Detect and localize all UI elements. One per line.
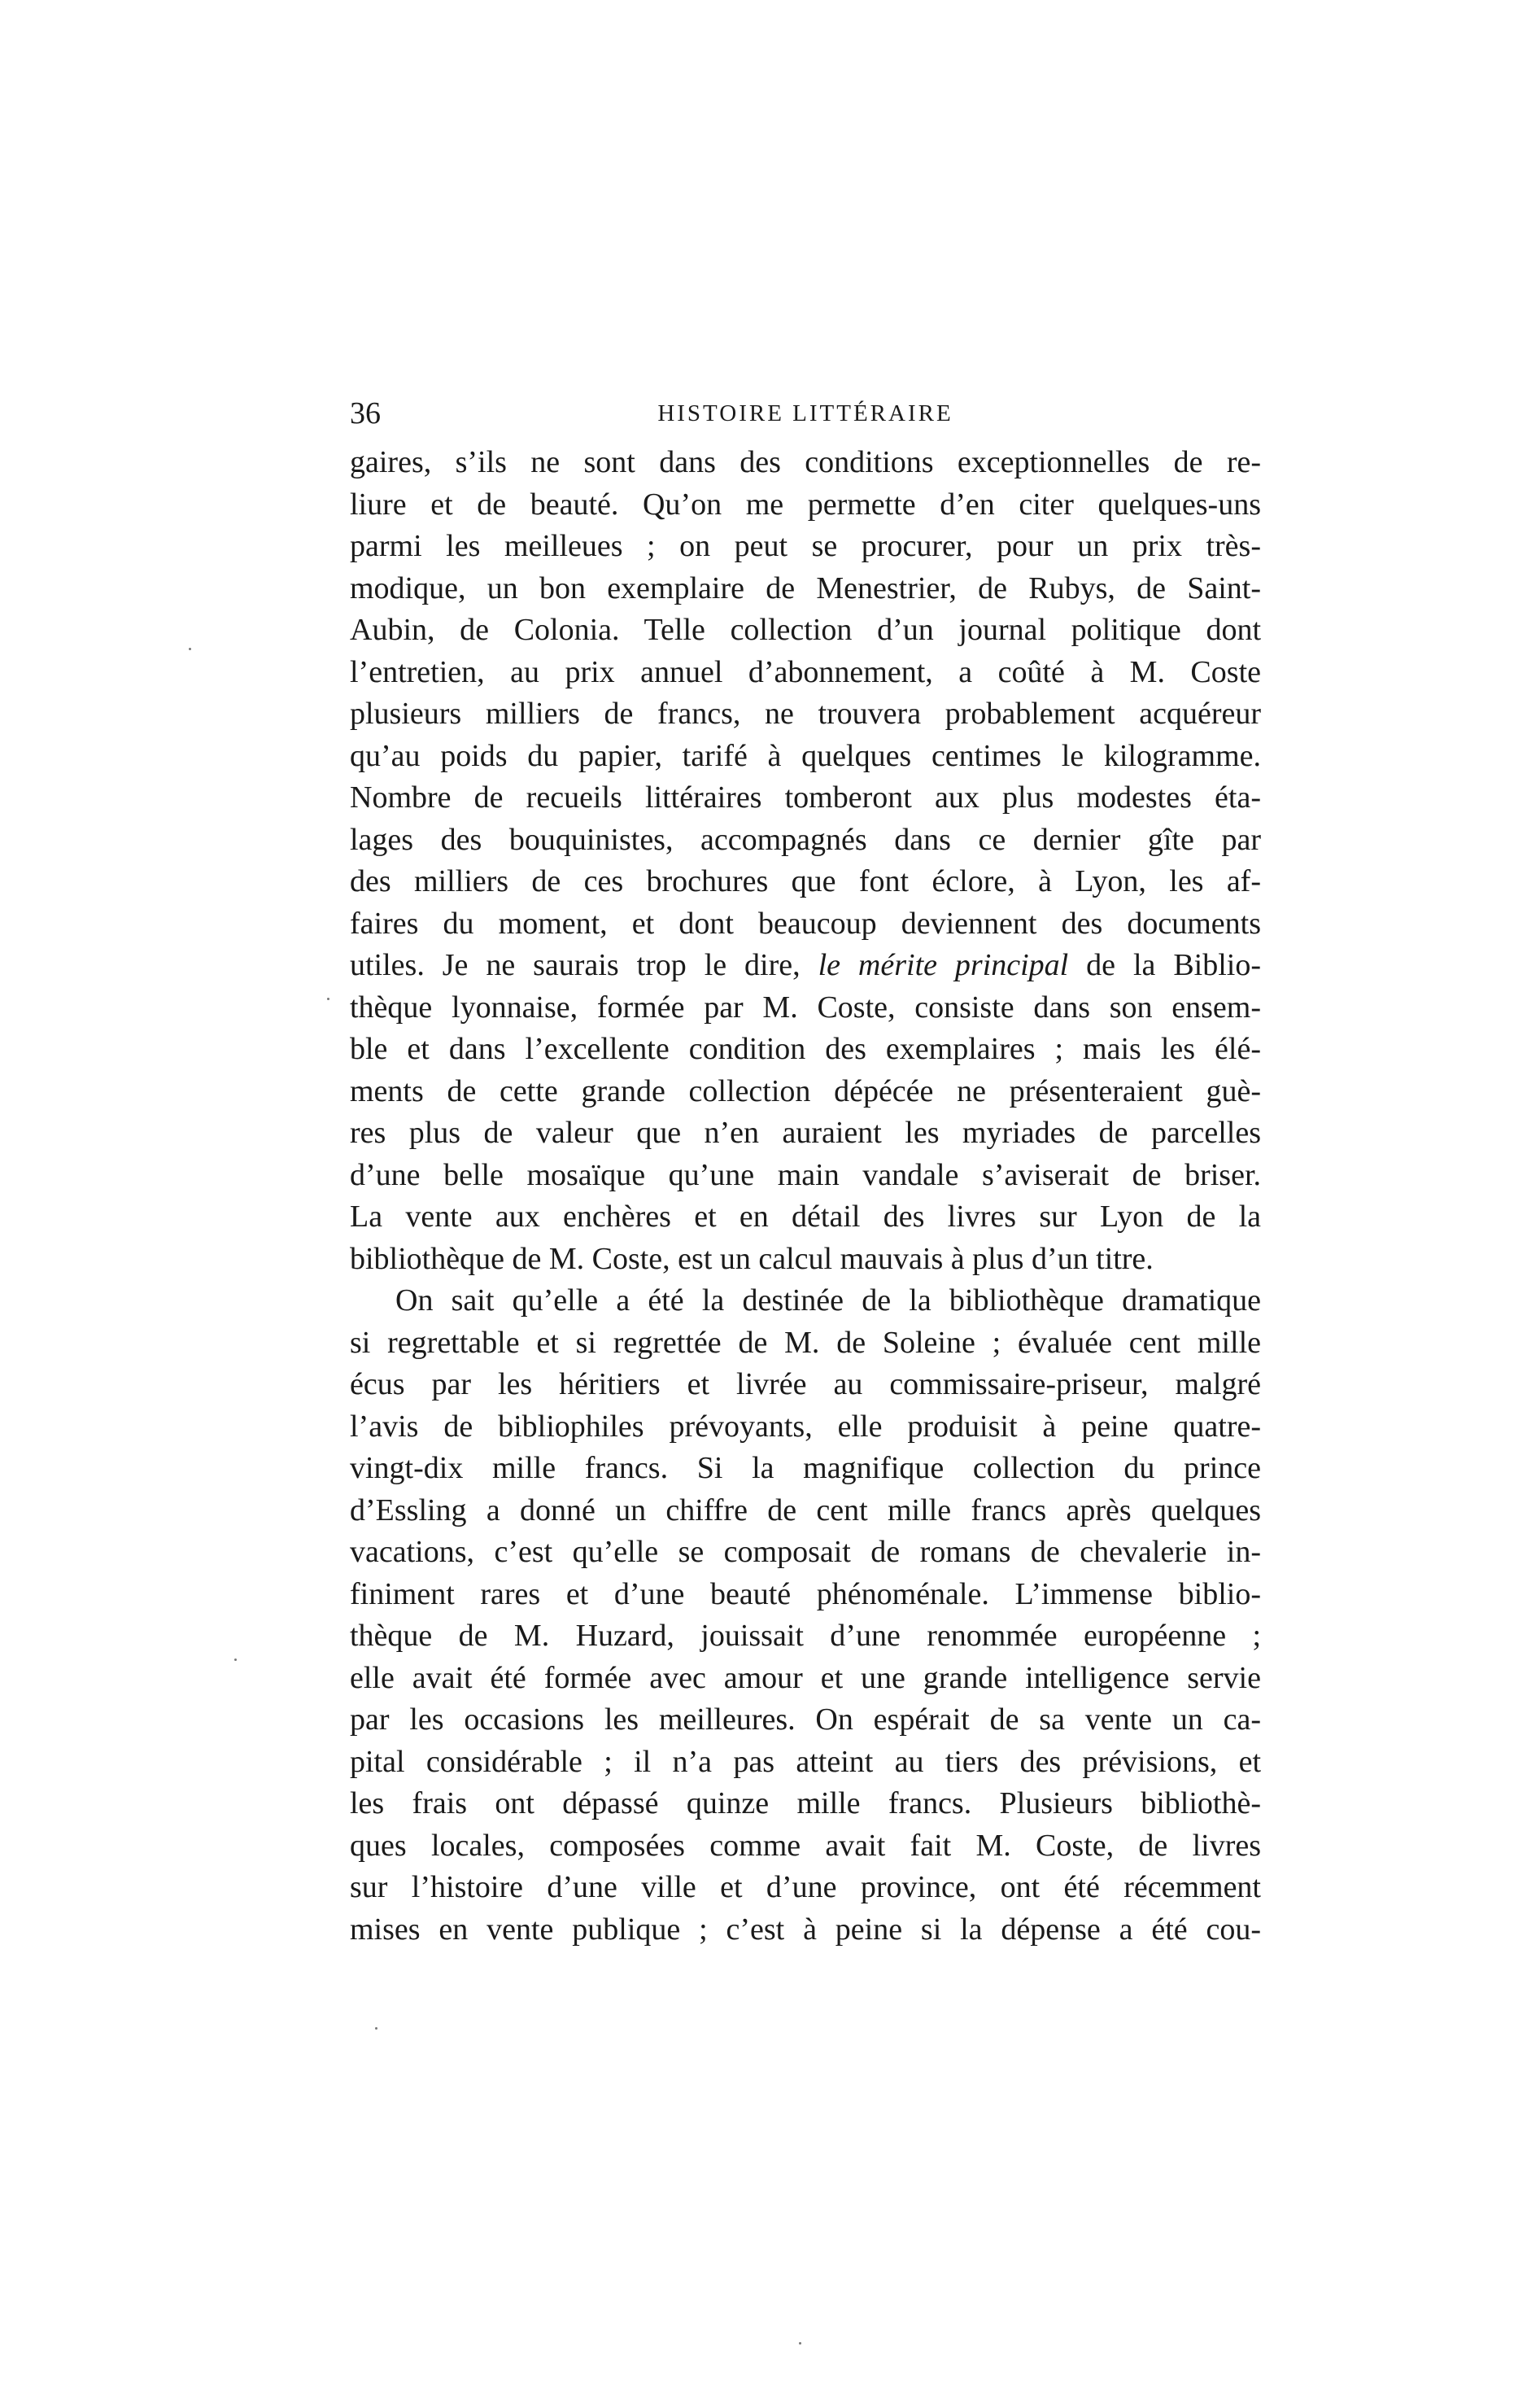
paper-speck xyxy=(375,2027,377,2030)
text-line: qu’au poids du papier, tarifé à quelques centimes le kilogramme. xyxy=(350,738,1261,773)
text-line: thèque de M. Huzard, jouissait d’une renommée européenne ; xyxy=(350,1619,1261,1653)
text-line: écus par les héritiers et livrée au commissaire-priseur, malgré xyxy=(350,1367,1261,1401)
text-line: gaires, s’ils ne sont dans des conditions exceptionnelles de re- xyxy=(350,445,1261,479)
text-line: d’une belle mosaïque qu’une main vandale s’aviserait de briser. xyxy=(350,1157,1261,1192)
text-line: parmi les meilleues ; on peut se procurer, pour un prix très- xyxy=(350,529,1261,563)
text-line: ble et dans l’excellente condition des exemplaires ; mais les élé- xyxy=(350,1032,1261,1066)
text-line: l’entretien, au prix annuel d’abonnement, a coûté à M. Coste xyxy=(350,654,1261,689)
text-line: vacations, c’est qu’elle se composait de romans de chevalerie in- xyxy=(350,1535,1261,1569)
text-line: mises en vente publique ; c’est à peine si la dépense a été cou- xyxy=(350,1912,1261,1947)
paragraph-2 xyxy=(350,1280,1261,1951)
text-line: Nombre de recueils littéraires tomberont aux plus modestes éta- xyxy=(350,780,1261,815)
text-line: sur l’histoire d’une ville et d’une province, ont été récemment xyxy=(350,1870,1261,1904)
paper-speck xyxy=(327,998,329,1000)
paragraph-1 xyxy=(350,442,1261,1280)
text-line: les frais ont dépassé quinze mille francs. Plusieurs bibliothè- xyxy=(350,1786,1261,1820)
text-line: thèque lyonnaise, formée par M. Coste, consiste dans son ensem- xyxy=(350,990,1261,1025)
text-line: l’avis de bibliophiles prévoyants, elle produisit à peine quatre- xyxy=(350,1409,1261,1444)
text-line: plusieurs milliers de francs, ne trouvera probablement acquéreur xyxy=(350,697,1261,731)
text-line: res plus de valeur que n’en auraient les myriades de parcelles xyxy=(350,1116,1261,1150)
text-line: modique, un bon exemplaire de Menestrier, de Rubys, de Saint- xyxy=(350,570,1261,605)
text-line: ments de cette grande collection dépécée ne présenteraient guè- xyxy=(350,1073,1261,1108)
text-line: elle avait été formée avec amour et une grande intelligence servie xyxy=(350,1660,1261,1695)
text-line: vingt-dix mille francs. Si la magnifique collection du prince xyxy=(350,1451,1261,1485)
text-line: liure et de beauté. Qu’on me permette d’en citer quelques-uns xyxy=(350,487,1261,522)
page-number: 36 xyxy=(350,396,381,430)
text-line: par les occasions les meilleures. On espérait de sa vente un ca- xyxy=(350,1702,1261,1737)
text-line-with-italic xyxy=(350,945,1261,987)
text-line: Aubin, de Colonia. Telle collection d’un journal politique dont xyxy=(350,613,1261,647)
text-line: faires du moment, et dont beaucoup deviennent des documents xyxy=(350,906,1261,941)
body-text xyxy=(350,442,1261,1951)
text-line: On sait qu’elle a été la destinée de la bibliothèque dramatique xyxy=(395,1283,1261,1318)
running-head xyxy=(350,393,1261,434)
paper-speck xyxy=(234,1659,237,1661)
running-title: HISTOIRE LITTÉRAIRE xyxy=(657,400,953,426)
text-line: La vente aux enchères et en détail des livres sur Lyon de la xyxy=(350,1200,1261,1234)
paper-speck xyxy=(799,2342,801,2345)
text-line: finiment rares et d’une beauté phénoménale. L’immense biblio- xyxy=(350,1576,1261,1611)
text-segment: utiles. Je ne saurais trop le dire, xyxy=(350,948,818,982)
paper-speck xyxy=(189,648,191,650)
text-line: pital considérable ; il n’a pas atteint au tiers des prévisions, et xyxy=(350,1744,1261,1779)
text-line: si regrettable et si regrettée de M. de Soleine ; évaluée cent mille xyxy=(350,1325,1261,1360)
text-line: ques locales, composées comme avait fait M. Coste, de livres xyxy=(350,1828,1261,1863)
italic-phrase: le mérite principal xyxy=(818,948,1069,982)
text-line: d’Essling a donné un chiffre de cent mille francs après quelques xyxy=(350,1492,1261,1527)
text-segment: de la Biblio- xyxy=(1068,948,1261,982)
text-line: bibliothèque de M. Coste, est un calcul mauvais à plus d’un titre. xyxy=(350,1241,1154,1276)
text-line: des milliers de ces brochures que font éclore, à Lyon, les af- xyxy=(350,864,1261,898)
text-line: lages des bouquinistes, accompagnés dans ce dernier gîte par xyxy=(350,822,1261,857)
